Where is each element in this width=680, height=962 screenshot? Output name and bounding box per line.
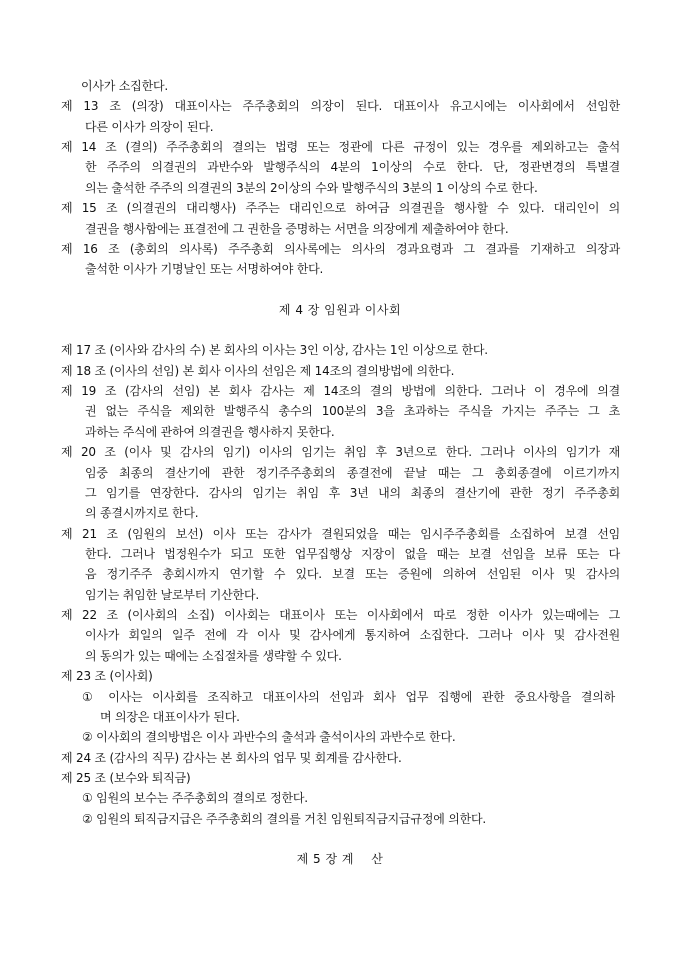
article-17: 제 17 조 (이사와 감사의 수) 본 회사의 이사는 3인 이상, 감사는 1인 이상으로 한다. <box>61 343 488 357</box>
article-13-line-1: 제 13 조 (의장) 대표이사는 주주총회의 의장이 된다. 대표이사 유고시에는 이사회에서 선임한 <box>61 99 620 113</box>
article-15-line-2: 결권을 행사함에는 표결전에 그 권한을 증명하는 서면을 의장에게 제출하여야 한다. <box>85 222 509 236</box>
article-22-line-1: 제 22 조 (이사회의 소집) 이사회는 대표이사 또는 이사회에서 따로 정한 이사가 있는때에는 그 <box>61 608 620 622</box>
article-23-clause-2: ② 이사회의 결의방법은 이사 과반수의 출석과 출석이사의 과반수로 한다. <box>82 730 456 744</box>
article-16-line-2: 출석한 이사가 기명날인 또는 서명하여야 한다. <box>85 262 324 276</box>
article-20-line-3: 그 임기를 연장한다. 감사의 임기는 취임 후 3년 내의 최종의 결산기에 관한 정기 주주총회 <box>85 486 620 500</box>
article-20-line-4: 의 종결시까지로 한다. <box>85 506 199 520</box>
article-19-line-3: 과하는 주식에 관하여 의결권을 행사하지 못한다. <box>85 425 335 439</box>
article-22-line-2: 이사가 회일의 일주 전에 각 이사 및 감사에게 통지하여 소집한다. 그러나 이사 및 감사전원 <box>85 628 620 642</box>
article-19-line-1: 제 19 조 (감사의 선임) 본 회사 감사는 제 14조의 결의 방법에 의한다. 그러나 이 경우에 의결 <box>61 384 620 398</box>
article-25-clause-1: ① 임원의 보수는 주주총회의 결의로 정한다. <box>82 791 308 805</box>
chapter-5-heading: 제 5 장 계 산 <box>296 852 384 866</box>
article-14-line-3: 의는 출석한 주주의 의결권의 3분의 2이상의 수와 발행주식의 3분의 1 이상의 수로 한다. <box>85 181 538 195</box>
article-24: 제 24 조 (감사의 직무) 감사는 본 회사의 업무 및 회계를 감사한다. <box>61 751 402 765</box>
article-23-title: 제 23 조 (이사회) <box>61 669 153 683</box>
article-21-line-4: 임기는 취임한 날로부터 기산한다. <box>85 588 259 602</box>
article-25-clause-2: ② 임원의 퇴직금지급은 주주총회의 결의를 거친 임원퇴직금지급규정에 의한다. <box>82 812 487 826</box>
article-12-continuation: 이사가 소집한다. <box>81 79 168 93</box>
article-18: 제 18 조 (이사의 선임) 본 회사 이사의 선임은 제 14조의 결의방법에 의한다. <box>61 364 455 378</box>
article-19-line-2: 권 없는 주식을 제외한 발행주식 총수의 100분의 3을 초과하는 주식을 가지는 주주는 그 초 <box>85 404 620 418</box>
article-20-line-1: 제 20 조 (이사 및 감사의 임기) 이사의 임기는 취임 후 3년으로 한다. 그러나 이사의 임기가 재 <box>61 445 620 459</box>
article-16-line-1: 제 16 조 (총회의 의사록) 주주총회 의사록에는 의사의 경과요령과 그 결과를 기재하고 의장과 <box>61 242 620 256</box>
article-15-line-1: 제 15 조 (의결권의 대리행사) 주주는 대리인으로 하여금 의결권을 행사할 수 있다. 대리인이 의 <box>61 201 620 215</box>
article-14-line-2: 한 주주의 의결권의 과반수와 발행주식의 4분의 1이상의 수로 한다. 단, 정관변경의 특별결 <box>85 160 620 174</box>
article-23-clause-1-line-1: ① 이사는 이사회를 조직하고 대표이사의 선임과 회사 업무 집행에 관한 중요사항을 결의하 <box>82 690 615 704</box>
article-21-line-3: 음 정기주주 총회시까지 연기할 수 있다. 보결 또는 증원에 의하여 선임된 이사 및 감사의 <box>85 567 620 581</box>
article-14-line-1: 제 14 조 (결의) 주주총회의 결의는 법령 또는 정관에 다른 규정이 있는 경우를 제외하고는 출석 <box>61 140 620 154</box>
article-21-line-2: 한다. 그러나 법정원수가 되고 또한 업무집행상 지장이 없을 때는 보결 선임을 보류 또는 다 <box>85 547 620 561</box>
article-23-clause-1-line-2: 며 의장은 대표이사가 된다. <box>100 710 240 724</box>
article-22-line-3: 의 동의가 있는 때에는 소집절차를 생략할 수 있다. <box>85 649 342 663</box>
article-25-title: 제 25 조 (보수와 퇴직금) <box>61 771 191 785</box>
chapter-4-heading: 제 4 장 임원과 이사회 <box>278 303 402 317</box>
article-13-line-2: 다른 이사가 의장이 된다. <box>85 120 214 134</box>
article-20-line-2: 임중 최종의 결산기에 관한 정기주주총회의 종결전에 끝날 때는 그 총회종결에 이르기까지 <box>85 466 620 480</box>
article-21-line-1: 제 21 조 (임원의 보선) 이사 또는 감사가 결원되었을 때는 임시주주총회를 소집하여 보결 선임 <box>61 527 620 541</box>
